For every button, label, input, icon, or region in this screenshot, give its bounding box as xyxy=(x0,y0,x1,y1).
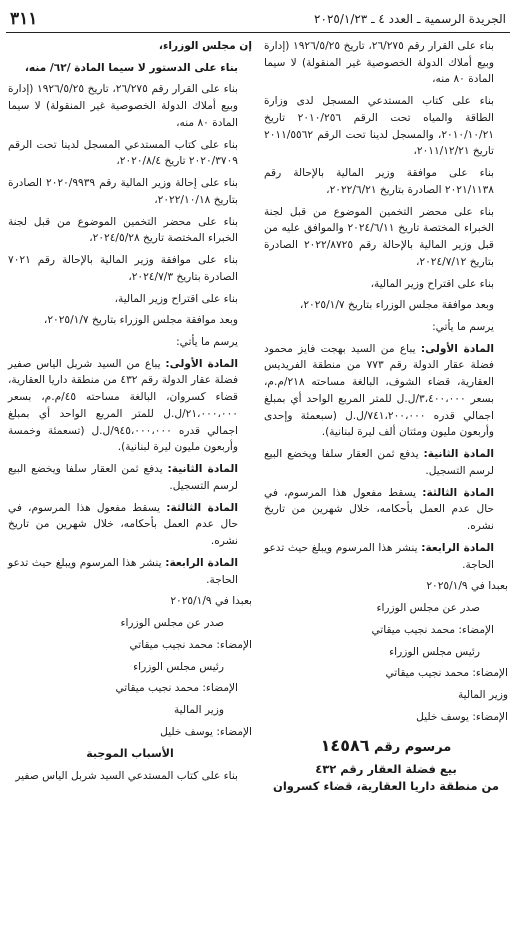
left-paragraph-2: بناء على كتاب المستدعي المسجل لدينا تحت الرقم ٢٠٢٠/٣٧٠٩ تاريخ ٢٠٢٠/٨/٤، xyxy=(8,138,238,168)
reasons-text: بناء على كتاب المستدعي السيد شربل الياس صفير xyxy=(15,769,238,782)
right-date-line: بعبدا في ٢٠٢٥/١/٩ xyxy=(426,580,508,593)
left-article-1 xyxy=(8,356,252,456)
decree-title-block xyxy=(264,733,508,795)
left-decrees-line: يرسم ما يأتي: xyxy=(176,336,238,349)
right-article-4-label: المادة الرابعة: xyxy=(421,541,494,554)
left-column xyxy=(8,38,252,790)
right-article-2-text: يدفع ثمن العقار سلفا ويخضع البيع لرسم التسجيل. xyxy=(264,448,494,477)
left-signature-1: الإمضاء: محمد نجيب ميقاتي xyxy=(129,638,252,651)
right-signature-1: الإمضاء: محمد نجيب ميقاتي xyxy=(371,623,494,636)
left-council-approval: وبعد موافقة مجلس الوزراء بتاريخ ٢٠٢٥/١/٧، xyxy=(43,314,238,327)
left-article-4 xyxy=(8,555,252,588)
right-signature-3: الإمضاء: يوسف خليل xyxy=(416,710,508,723)
left-pm-title: رئيس مجلس الوزراء xyxy=(133,660,224,673)
right-finance-title: وزير المالية xyxy=(457,688,508,701)
right-article-3-label: المادة الثالثة: xyxy=(422,486,494,499)
decree-number: ١٤٥٨٦ xyxy=(320,736,370,756)
right-article-4 xyxy=(264,540,508,573)
right-article-1-text: يباع من السيد بهجت فايز محمود فضلة عقار الدولة رقم ٧٧٣ من منطقة الفريديس العقارية، قضاء الشوف، البالغة مساحته ٢١٨/م.م، بسعر ٣،٤٠٠،٠٠٠/ل.ل للمتر المربع الواحد أي بمبلغ اجمالي قدره ٧٤١،٢٠٠،٠٠٠/ل.ل (سبعمئة وإحدى وأربعون مليون ومئتان ألف ليرة لبنانية). xyxy=(264,342,494,439)
page-header xyxy=(6,6,510,33)
left-issued-by: صدر عن مجلس الوزراء xyxy=(120,617,224,630)
decree-title-line-1 xyxy=(264,733,508,759)
right-paragraph-3: بناء على موافقة وزير المالية بالإحالة رقم ٢٠٢١/١١٣٨ الصادرة بتاريخ ٢٠٢٢/٦/٢١، xyxy=(264,167,494,196)
left-article-2 xyxy=(8,461,252,494)
decree-title-line-3: من منطقة داريا العقارية، قضاء كسروان xyxy=(273,779,499,794)
right-article-3-text: يسقط مفعول هذا المرسوم، في حال عدم العمل بأحكامه، خلال شهرين من تاريخ نشره. xyxy=(264,486,494,533)
left-signature-3: الإمضاء: يوسف خليل xyxy=(160,725,252,738)
right-pm-title: رئيس مجلس الوزراء xyxy=(389,645,480,658)
right-article-1-label: المادة الأولى: xyxy=(420,342,494,355)
left-paragraph-3: بناء على إحالة وزير المالية رقم ٢٠٢٠/٩٩٣٩ الصادرة بتاريخ ٢٠٢٢/١٠/١٨، xyxy=(8,177,238,206)
left-date-line: بعبدا في ٢٠٢٥/١/٩ xyxy=(170,595,252,608)
right-article-1 xyxy=(264,341,508,441)
left-article-1-label: المادة الأولى: xyxy=(165,357,238,370)
left-finance-title: وزير المالية xyxy=(173,703,224,716)
left-intro: إن مجلس الوزراء، xyxy=(158,40,252,52)
gazette-title: الجريدة الرسمية ـ العدد ٤ ـ ٢٠٢٥/١/٢٣ xyxy=(314,12,506,26)
right-column xyxy=(264,38,508,795)
left-signature-2: الإمضاء: محمد نجيب ميقاتي xyxy=(115,682,238,695)
left-paragraph-1: بناء على القرار رقم ٢٦/٢٧٥، تاريخ ١٩٢٦/٥/٢٥ (إدارة وبيع أملاك الدولة الخصوصية غير المنقولة) لا سيما المادة ٨٠ منه، xyxy=(8,83,239,129)
page-number: ٣١١ xyxy=(10,9,38,29)
left-article-1-text: يباع من السيد شربل الياس صفير فضلة عقار الدولة رقم ٤٣٢ من منطقة داريا العقارية، قضاء كسروان، البالغة مساحته ٤٥/م.م، بسعر ٢١،٠٠٠،٠٠٠/ل.ل للمتر المربع الواحد أي بمبلغ اجمالي قدره ٩٤٥،٠٠٠،٠٠٠/ل.ل (تسعمئة وخمسة وأربعون مليون ليرة لبنانية). xyxy=(8,357,239,454)
right-paragraph-4: بناء على محضر التخمين الموضوع من قبل لجنة الخبراء المختصة تاريخ ٢٠٢٤/٦/١١ والموافق عليه من قبل وزير المالية بالإحالة رقم ٢٠٢٢/٨٧٢٥ الصادرة بتاريخ ٢٠٢٤/٧/١٢، xyxy=(264,205,494,268)
right-article-2-label: المادة الثانية: xyxy=(423,448,494,461)
right-finance-proposal: بناء على اقتراح وزير المالية، xyxy=(370,277,494,290)
left-article-3 xyxy=(8,500,252,550)
left-article-4-text: ينشر هذا المرسوم ويبلغ حيث تدعو الحاجة. xyxy=(8,556,238,586)
right-paragraph-1: بناء على القرار رقم ٢٦/٢٧٥، تاريخ ١٩٢٦/٥/٢٥ (إدارة وبيع أملاك الدولة الخصوصية غير المنقولة) لا سيما المادة ٨٠ منه، xyxy=(264,40,495,86)
decree-title-line-2: بيع فضلة العقار رقم ٤٣٢ xyxy=(315,761,457,776)
left-paragraph-4: بناء على محضر التخمين الموضوع من قبل لجنة الخبراء المختصة تاريخ ٢٠٢٤/٥/٢٨، xyxy=(8,215,238,245)
right-article-2 xyxy=(264,446,508,479)
right-article-4-text: ينشر هذا المرسوم ويبلغ حيث تدعو الحاجة. xyxy=(264,541,494,571)
right-council-approval: وبعد موافقة مجلس الوزراء بتاريخ ٢٠٢٥/١/٧، xyxy=(299,299,494,312)
decree-title-prefix: مرسوم رقم xyxy=(374,740,452,756)
left-article-2-text: يدفع ثمن العقار سلفا ويخضع البيع لرسم التسجيل. xyxy=(8,463,238,492)
left-article-3-label: المادة الثالثة: xyxy=(166,501,238,514)
left-article-4-label: المادة الرابعة: xyxy=(165,556,238,569)
right-article-3 xyxy=(264,485,508,535)
left-article-2-label: المادة الثانية: xyxy=(167,463,238,476)
left-constitution: بناء على الدستور لا سيما المادة /٦٢/ منه، xyxy=(24,61,238,74)
right-issued-by: صدر عن مجلس الوزراء xyxy=(376,602,480,615)
right-decrees-line: يرسم ما يأتي: xyxy=(432,321,494,334)
left-article-3-text: يسقط مفعول هذا المرسوم، في حال عدم العمل بأحكامه، خلال شهرين من تاريخ نشره. xyxy=(8,501,238,548)
left-finance-proposal: بناء على اقتراح وزير المالية، xyxy=(114,292,238,305)
right-paragraph-2: بناء على كتاب المستدعي المسجل لدى وزارة الطاقة والمياه تحت الرقم ٢٠١٠/٢٥٦ تاريخ ٢٠١٠/١٠/٢١، والمسجل لدينا تحت الرقم ٢٠١١/٥٥٦٢ تاريخ ٢٠١١/١٢/٢١، xyxy=(264,95,494,158)
right-signature-2: الإمضاء: محمد نجيب ميقاتي xyxy=(385,667,508,680)
left-paragraph-5: بناء على موافقة وزير المالية بالإحالة رقم ٧٠٢١ الصادرة بتاريخ ٢٠٢٤/٧/٣، xyxy=(8,254,238,283)
reasons-heading: الأسباب الموجبة xyxy=(86,747,174,761)
